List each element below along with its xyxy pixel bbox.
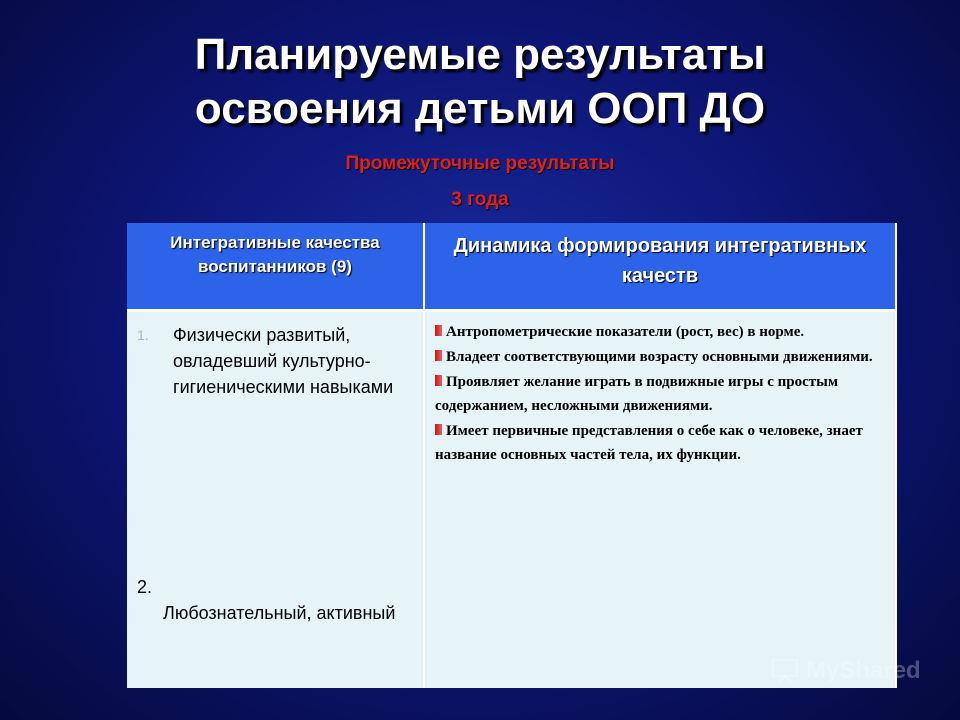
header-dynamics: Динамика формирования интегративных качеств: [424, 223, 896, 311]
list-item: [435, 370, 885, 418]
title-line-1: Планируемые результаты: [194, 30, 766, 79]
header-integrative-qualities: Интегративные качества воспитанников (9): [127, 223, 424, 311]
quality-item-1: [137, 322, 407, 400]
list-item: [435, 320, 885, 344]
title-line-2: освоения детьми ООП ДО: [194, 84, 766, 133]
subtitle-line-2: 3 года: [451, 189, 509, 210]
quality-text-1: Физически развитый, овладевший культурно-гигиеническими навыками: [173, 325, 394, 397]
quality-item-2: [137, 574, 407, 626]
quality-text-2: Любознательный, активный: [163, 603, 396, 623]
bullet-text: Проявляет желание играть в подвижные игры с простым содержанием, несложными движениями.: [435, 374, 839, 414]
presentation-board-icon: [770, 656, 800, 686]
table-row: [127, 311, 896, 689]
watermark: [770, 656, 921, 686]
results-table: [127, 223, 897, 688]
dynamics-cell: [424, 311, 896, 689]
list-item: [435, 345, 885, 369]
bullet-marker-icon: [435, 424, 442, 435]
bullet-marker-icon: [435, 375, 442, 386]
watermark-text: MyShared: [806, 657, 921, 684]
bullet-text: Антропометрические показатели (рост, вес) в норме.: [446, 324, 805, 340]
table-header-row: [127, 223, 896, 311]
slide-title: [0, 28, 960, 136]
qualities-cell: [127, 311, 424, 689]
bullet-marker-icon: [435, 325, 442, 336]
subtitle-line-1: Промежуточные результаты: [345, 153, 615, 174]
bullet-marker-icon: [435, 350, 442, 361]
quality-number-2: 2.: [137, 577, 153, 597]
bullet-text: Владеет соответствующими возрасту основными движениями.: [446, 349, 873, 365]
quality-number-1: 1.: [137, 327, 149, 343]
list-item: [435, 419, 885, 467]
bullet-text: Имеет первичные представления о себе как о человеке, знает название основных частей тела, их функции.: [435, 423, 863, 463]
